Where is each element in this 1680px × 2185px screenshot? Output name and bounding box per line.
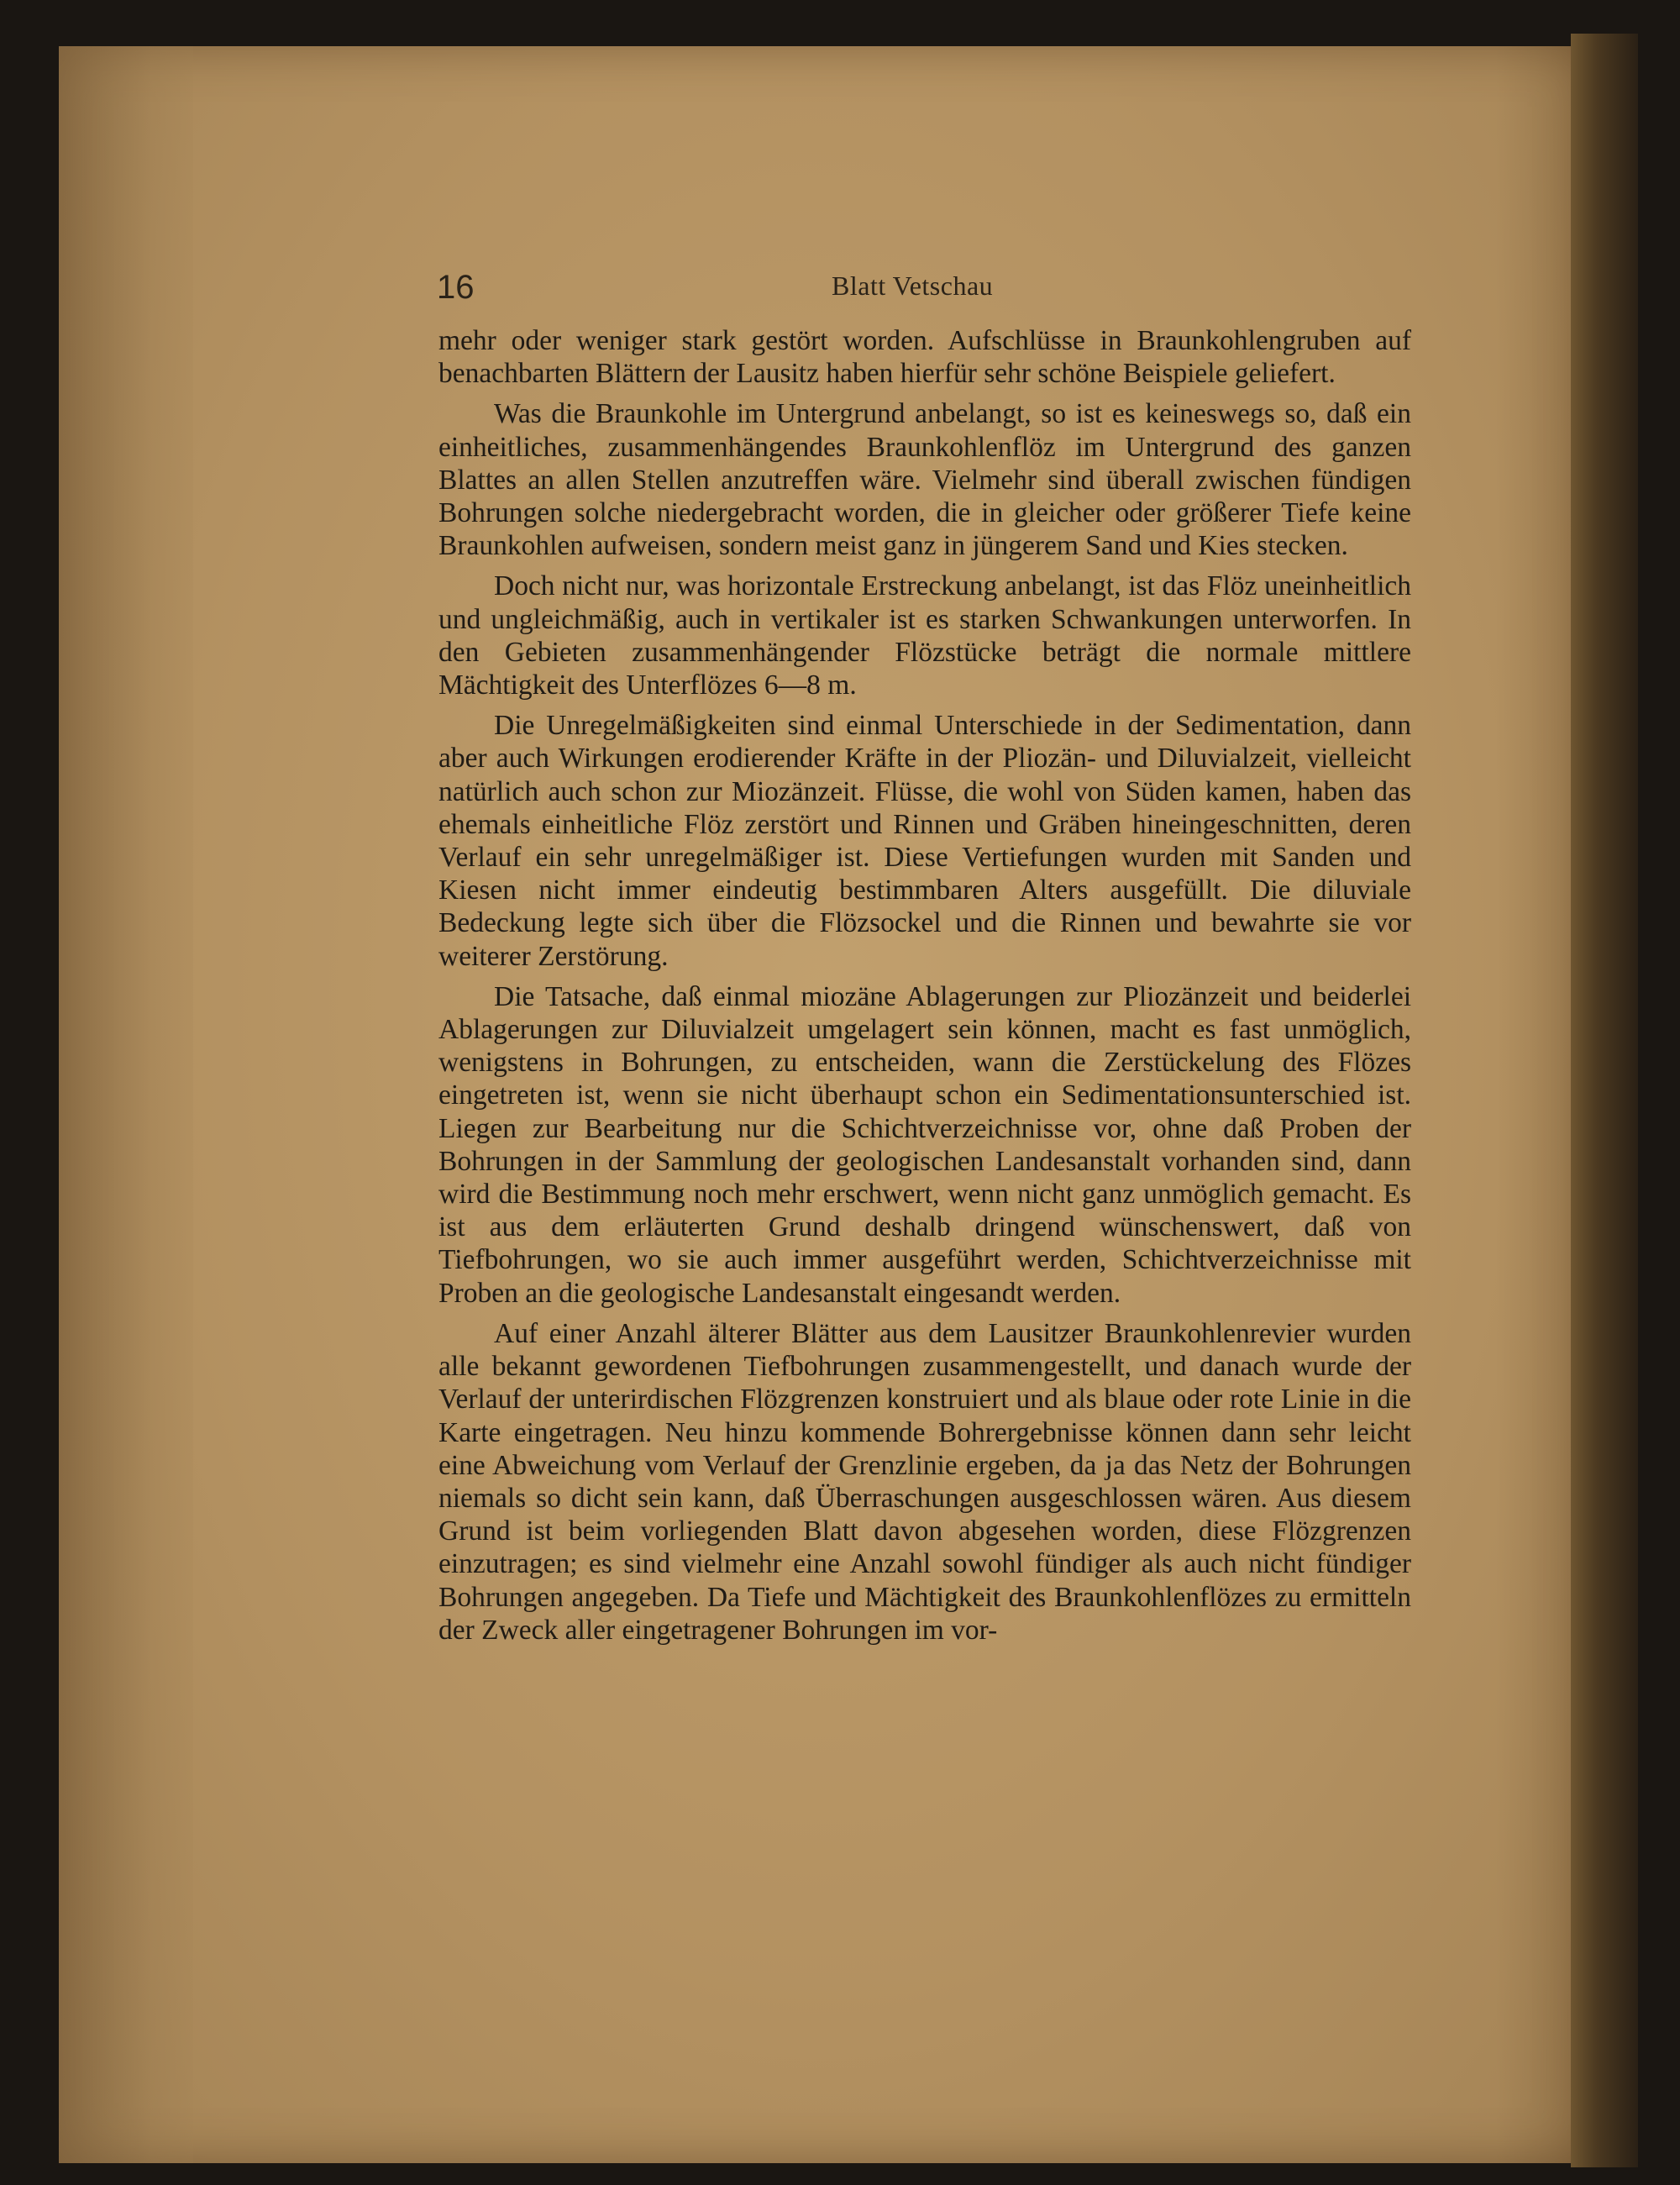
body-text [438,324,1411,1654]
paragraph-1: mehr oder weniger stark gestört worden. Aufschlüsse in Braunkohlengruben auf benachbarten Blättern der Lausitz haben hierfür sehr schöne Beispiele geliefert. [438,325,1411,390]
paragraph-2: Was die Braunkohle im Untergrund anbelangt, so ist es keineswegs so, daß ein einheitliches, zusammenhängendes Braunkohlenflöz im Untergrund des ganzen Blattes an allen Stellen anzutreffen wäre. Vielmehr sind überall zwischen fündigen Bohrungen solche niedergebracht worden, die in gleicher oder größerer Tiefe keine Braunkohlen aufweisen, sondern meist ganz in jüngerem Sand und Kies stecken. [438,398,1411,562]
paragraph-6: Auf einer Anzahl älterer Blätter aus dem Lausitzer Braunkohlenrevier wurden alle bekannt gewordenen Tiefbohrungen zusammengestellt, und danach wurde der Verlauf der unterirdischen Flözgrenzen konstruiert und als blaue oder rote Linie in die Karte eingetragen. Neu hinzu kommende Bohrergebnisse können dann sehr leicht eine Abweichung vom Verlauf der Grenzlinie ergeben, da ja das Netz der Bohrungen niemals so dicht sein kann, daß Überraschungen ausgeschlossen wären. Aus diesem Grund ist beim vorliegenden Blatt davon abgesehen worden, diese Flözgrenzen einzutragen; es sind vielmehr eine Anzahl sowohl fündiger als auch nicht fündiger Bohrungen angegeben. Da Tiefe und Mächtigkeit des Braunkohlenflözes zu ermitteln der Zweck aller eingetragener Bohrungen im vor- [438,1317,1411,1646]
paragraph-4: Die Unregelmäßigkeiten sind einmal Unterschiede in der Sedimentation, dann aber auch Wirkungen erodierender Kräfte in der Pliozän- und Diluvialzeit, vielleicht natürlich auch schon zur Miozänzeit. Flüsse, die wohl von Süden kamen, haben das ehemals einheitliche Flöz zerstört und Rinnen und Gräben hineingeschnitten, deren Verlauf ein sehr unregelmäßiger ist. Diese Vertiefungen wurden mit Sanden und Kiesen nicht immer eindeutig bestimmbaren Alters ausgefüllt. Die diluviale Bedeckung legte sich über die Flözsockel und die Rinnen und bewahrte sie vor weiterer Zerstörung. [438,710,1411,972]
page-header [437,269,1428,311]
paragraph-5: Die Tatsache, daß einmal miozäne Ablagerungen zur Pliozänzeit und beiderlei Ablagerungen zur Diluvialzeit umgelagert sein können, macht es fast unmöglich, wenigstens in Bohrungen, zu entscheiden, wann die Zerstückelung des Flözes eingetreten ist, wenn sie nicht überhaupt schon ein Sedimentationsunterschied ist. Liegen zur Bearbeitung nur die Schichtverzeichnisse vor, ohne daß Proben der Bohrungen in der Sammlung der geologischen Landesanstalt vorhanden sind, dann wird die Bestimmung noch mehr erschwert, wenn nicht ganz unmöglich gemacht. Es ist aus dem erläuterten Grund deshalb dringend wünschenswert, daß von Tiefbohrungen, wo sie auch immer ausgeführt werden, Schichtverzeichnisse mit Proben an die geologische Landesanstalt eingesandt werden. [438,980,1411,1309]
paragraph-3: Doch nicht nur, was horizontale Erstreckung anbelangt, ist das Flöz uneinheitlich und ungleichmäßig, auch in vertikaler ist es starken Schwankungen unterworfen. In den Gebieten zusammenhängender Flözstücke beträgt die normale mittlere Mächtigkeit des Unterflözes 6—8 m. [438,570,1411,701]
page-edge [1571,34,1638,2167]
running-title: Blatt Vetschau [832,270,994,301]
page-binding-shadow [59,46,193,2163]
page-number: 16 [437,269,475,306]
